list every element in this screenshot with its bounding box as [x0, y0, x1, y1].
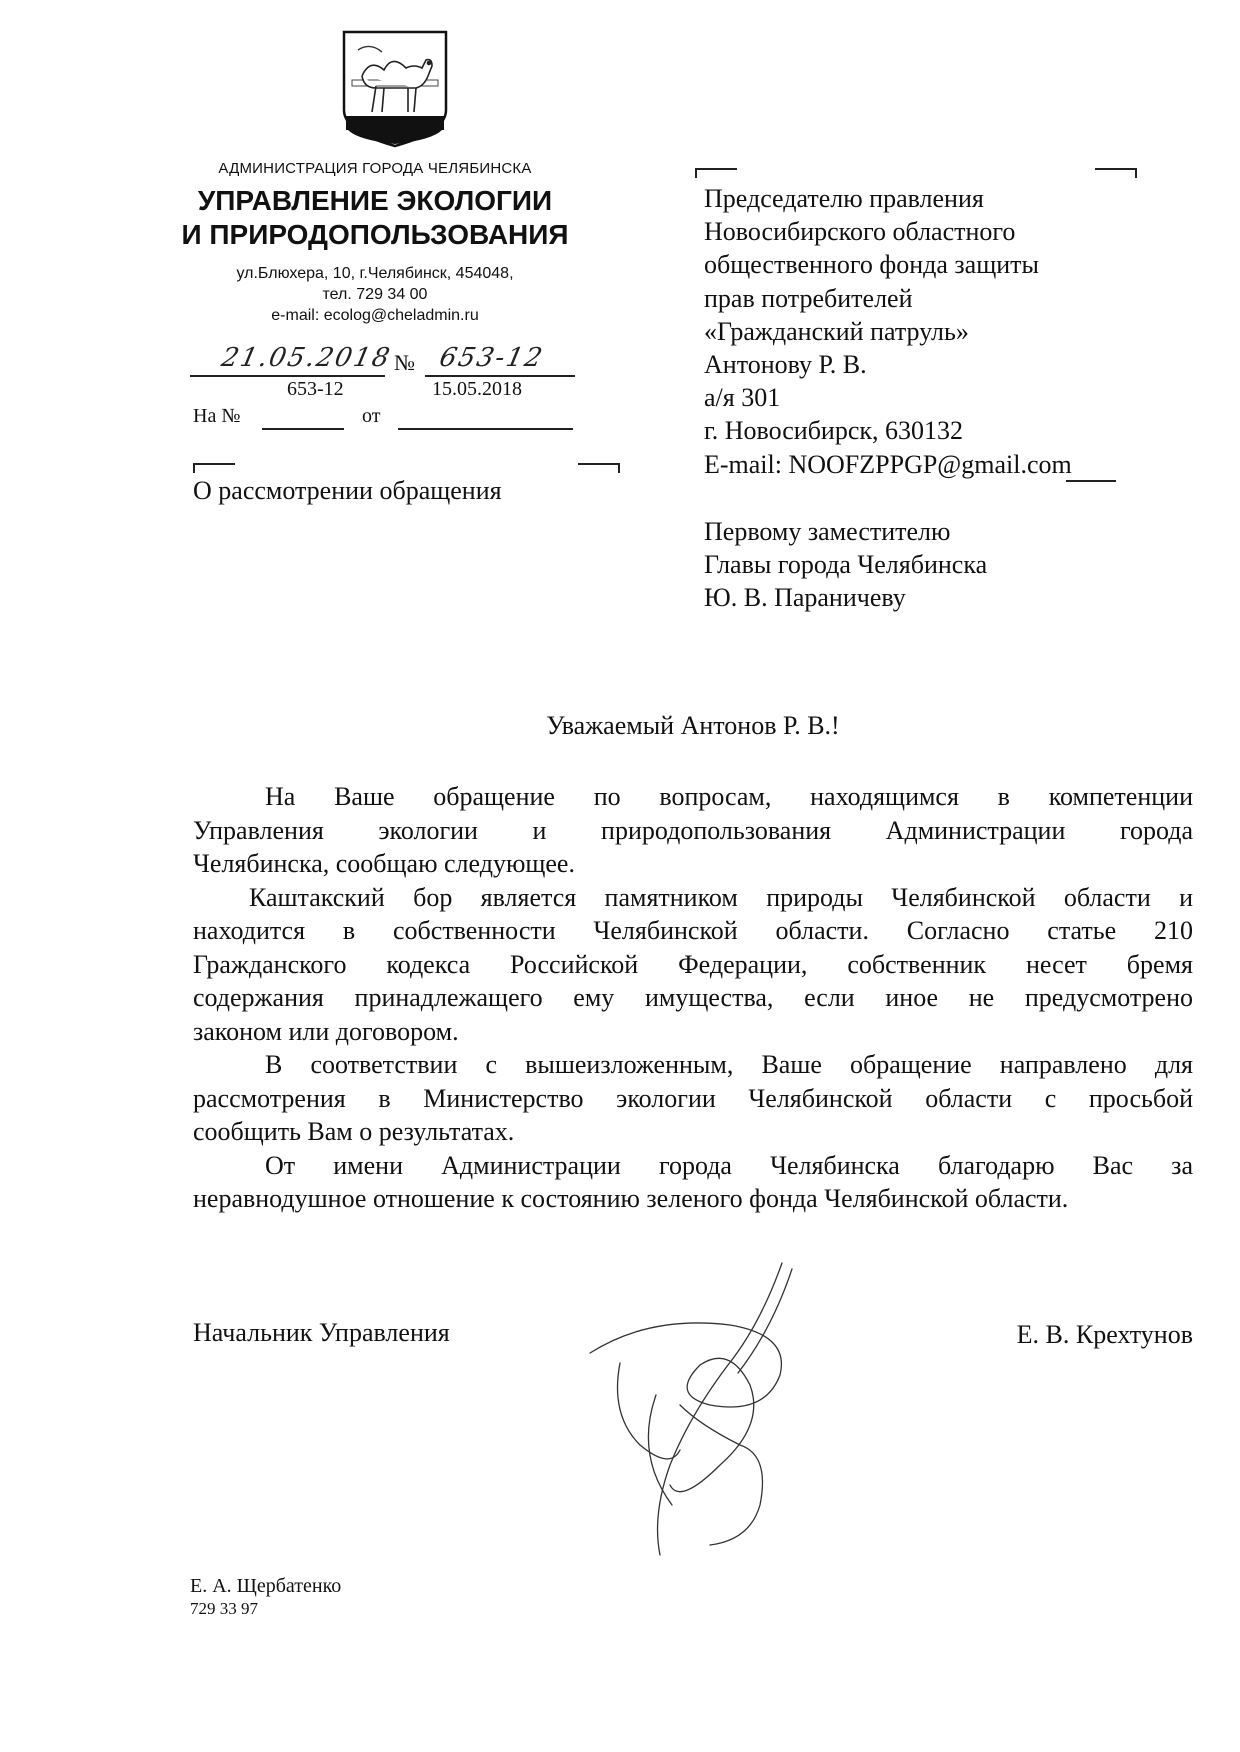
executor-phone: 729 33 97	[190, 1599, 258, 1618]
org-department-title	[150, 184, 600, 252]
subject-corner-left-v	[193, 463, 195, 473]
ref-date-underline	[398, 428, 573, 430]
email-underline	[1066, 480, 1116, 482]
paragraph-4-line: неравнодушное отношение к состоянию зеленого фонда Челябинской области.	[193, 1184, 1069, 1213]
recipient-corner-right-v	[1135, 168, 1137, 178]
recipient-copy	[704, 515, 987, 615]
paragraph-1-line: Управления экологии и природопользования Администрации города	[193, 815, 1193, 845]
paragraph-3-line: рассмотрения в Министерство экологии Челябинской области с просьбой	[193, 1083, 1193, 1113]
recipient-corner-left-h	[695, 168, 737, 170]
paragraph-2-line: находится в собственности Челябинской области. Согласно статье 210	[193, 916, 1193, 945]
paragraph-4-line: От имени Администрации города Челябинска благодарю Вас за	[265, 1150, 1193, 1180]
paragraph-3-line: сообщить Вам о результатах.	[193, 1117, 515, 1146]
recipient-corner-right-h	[1095, 168, 1137, 170]
paragraph-4	[193, 1149, 1193, 1216]
recipient-primary	[704, 182, 1072, 481]
recipient-line: Антонову Р. В.	[704, 350, 867, 380]
paragraph-1-line: На Ваше обращение по вопросам, находящимся в компетенции	[265, 782, 1193, 811]
paragraph-2-line: содержания принадлежащего ему имущества, если иное не предусмотрено	[193, 983, 1193, 1012]
org-dept-line1: УПРАВЛЕНИЕ ЭКОЛОГИИ	[197, 185, 553, 216]
recipient-line: общественного фонда защиты	[704, 250, 1039, 280]
handwritten-date: 21.05.2018	[218, 343, 395, 373]
org-email: e-mail: ecolog@cheladmin.ru	[271, 307, 479, 324]
typed-date: 15.05.2018	[432, 378, 522, 400]
ref-from-label: от	[362, 405, 381, 427]
typed-number: 653-12	[287, 378, 344, 400]
letter-body	[193, 780, 1193, 1216]
subject-line: О рассмотрении обращения	[193, 476, 502, 505]
recipient-line: Новосибирского областного	[704, 217, 1016, 247]
copy-recipient-line: Первому заместителю	[704, 517, 951, 546]
org-address-line2: тел. 729 34 00	[322, 286, 428, 303]
number-underline	[425, 375, 575, 377]
paragraph-2-line: Гражданского кодекса Российской Федерации, собственник несет бремя	[193, 949, 1193, 979]
org-dept-line2: И ПРИРОДОПОЛЬЗОВАНИЯ	[181, 219, 569, 250]
handwritten-number: 653-12	[436, 343, 547, 373]
paragraph-2-line: законом или договором.	[193, 1016, 459, 1046]
copy-recipient-line: Главы города Челябинска	[704, 550, 988, 580]
paragraph-3	[193, 1048, 1193, 1149]
recipient-corner-left-v	[695, 168, 697, 178]
paragraph-1-line: Челябинска, сообщаю следующее.	[193, 849, 575, 878]
org-address	[150, 263, 600, 326]
signatory-position: Начальник Управления	[193, 1318, 450, 1347]
copy-recipient-line: Ю. В. Параничеву	[704, 583, 906, 613]
signatory-name: Е. В. Крехтунов	[1016, 1320, 1193, 1349]
recipient-line: «Гражданский патруль»	[704, 316, 969, 346]
paragraph-1	[193, 780, 1193, 881]
subject-corner-right-v	[618, 463, 620, 473]
paragraph-3-line: В соответствии с вышеизложенным, Ваше обращение направлено для	[265, 1050, 1193, 1079]
number-label: №	[394, 350, 415, 375]
salutation: Уважаемый Антонов Р. В.!	[546, 711, 840, 740]
recipient-email: E-mail: NOOFZPPGP@gmail.com	[704, 449, 1072, 479]
org-address-line1: ул.Блюхера, 10, г.Челябинск, 454048,	[236, 265, 514, 282]
subject-corner-left-h	[193, 463, 235, 465]
handwritten-signature	[560, 1255, 830, 1565]
recipient-line: г. Новосибирск, 630132	[704, 416, 964, 446]
ref-label: На №	[193, 405, 241, 427]
paragraph-2-line: Каштакский бор является памятником природы Челябинской области и	[249, 882, 1193, 912]
ref-number-underline	[262, 428, 344, 430]
coat-of-arms-emblem	[340, 30, 450, 148]
executor-name: Е. А. Щербатенко	[190, 1575, 342, 1597]
paragraph-2	[193, 881, 1193, 1049]
recipient-line: а/я 301	[704, 383, 781, 413]
recipient-line: прав потребителей	[704, 283, 913, 313]
recipient-line: Председателю правления	[704, 184, 984, 213]
org-admin-name: АДМИНИСТРАЦИЯ ГОРОДА ЧЕЛЯБИНСКА	[218, 160, 532, 177]
date-underline	[190, 375, 385, 377]
subject-corner-right-h	[578, 463, 620, 465]
